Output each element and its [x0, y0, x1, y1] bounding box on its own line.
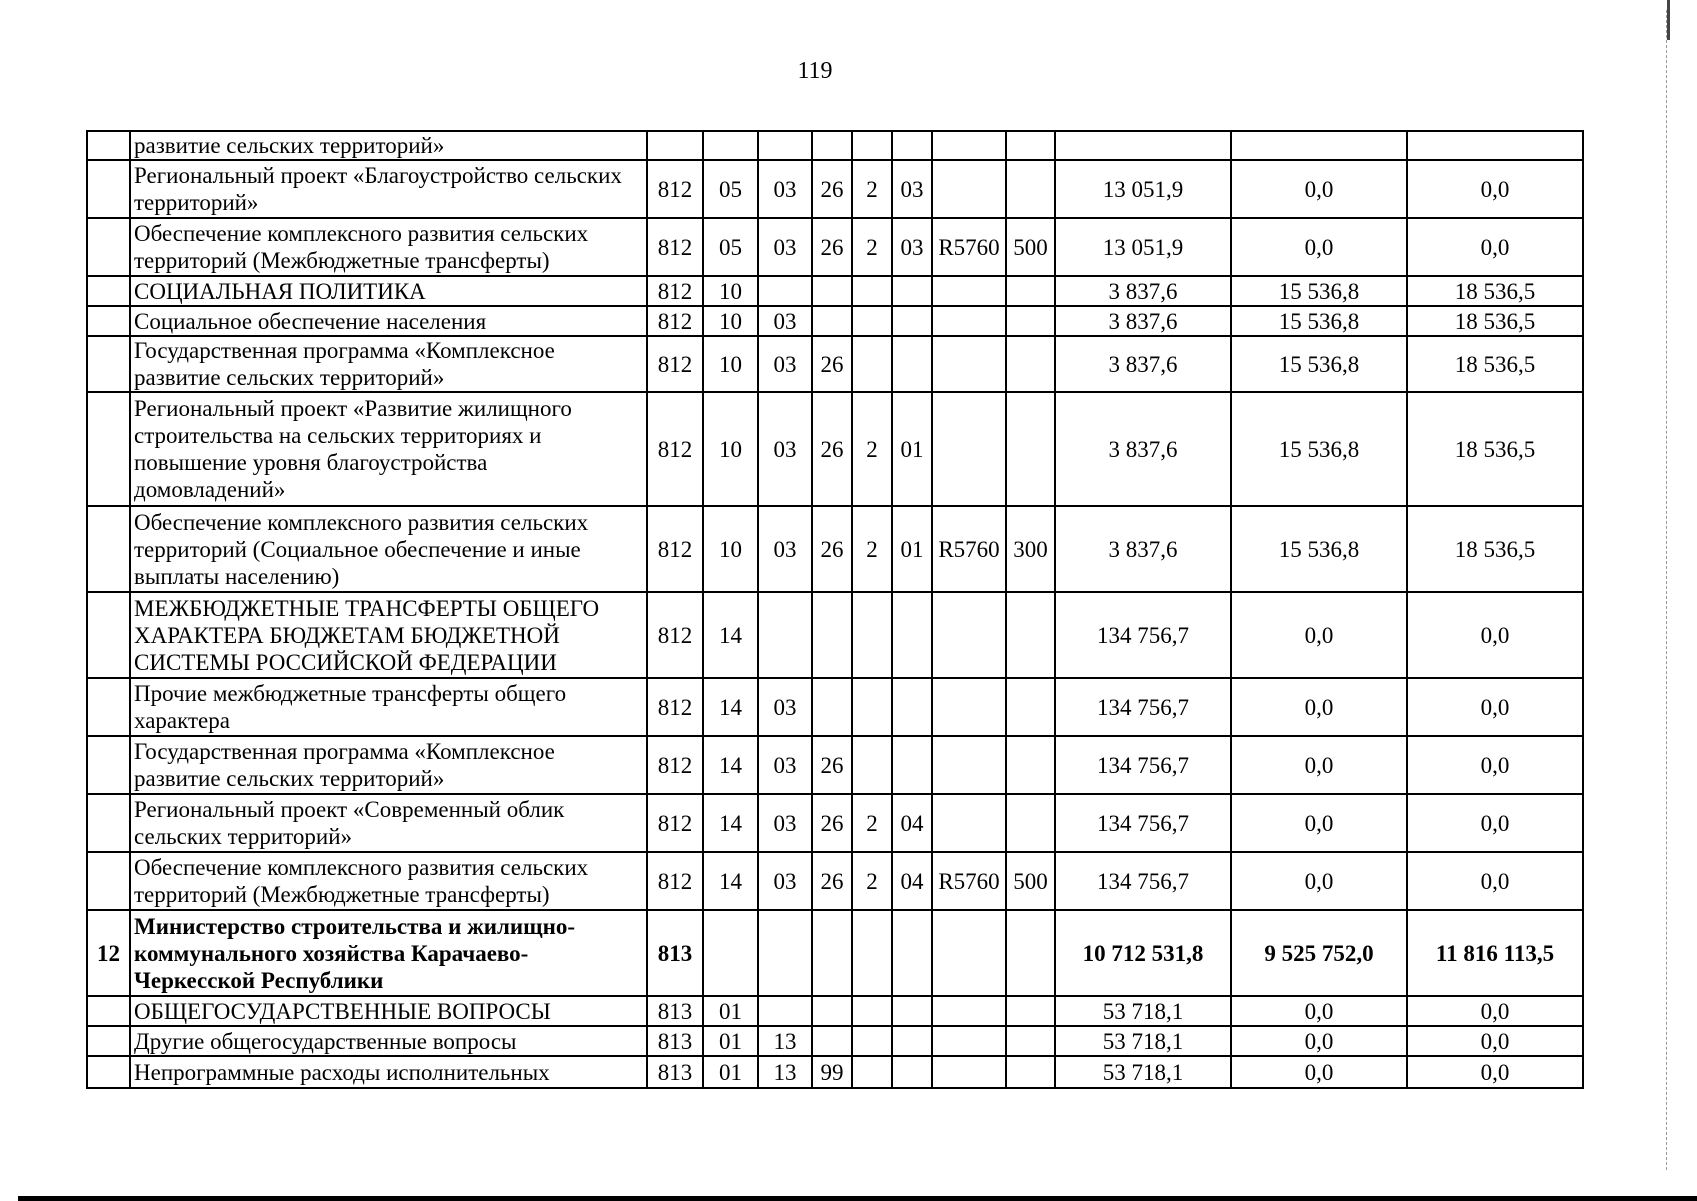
amount-year3-cell: 0,0 — [1407, 1056, 1583, 1088]
table-row — [87, 1056, 1583, 1088]
program-code-cell: 99 — [812, 1056, 852, 1088]
project-code-cell — [892, 336, 932, 392]
amount-year1-cell: 53 718,1 — [1055, 1026, 1231, 1056]
item-name-cell: Непрограммные расходы исполнительных — [130, 1056, 647, 1088]
target-item-code-cell — [932, 306, 1006, 336]
subsection-code-cell: 03 — [758, 392, 812, 506]
subprogram-code-cell: 2 — [852, 392, 892, 506]
expense-type-code-cell: 500 — [1006, 218, 1055, 276]
project-code-cell — [892, 678, 932, 736]
item-name-cell: ОБЩЕГОСУДАРСТВЕННЫЕ ВОПРОСЫ — [130, 996, 647, 1026]
project-code-cell: 03 — [892, 218, 932, 276]
amount-year2-cell: 0,0 — [1231, 678, 1407, 736]
project-code-cell — [892, 1026, 932, 1056]
subsection-code-cell: 03 — [758, 794, 812, 852]
expense-type-code-cell — [1006, 794, 1055, 852]
subsection-code-cell: 13 — [758, 1026, 812, 1056]
ministry-code-cell: 812 — [647, 276, 703, 306]
row-number-cell — [87, 218, 130, 276]
table-row — [87, 910, 1583, 996]
edge-scan-line — [1666, 10, 1668, 1170]
target-item-code-cell — [932, 736, 1006, 794]
item-name-cell: Региональный проект «Развитие жилищного строительства на сельских территориях и повышение уровня благоустройства домовладений» — [130, 392, 647, 506]
section-code-cell: 14 — [703, 736, 758, 794]
expense-type-code-cell — [1006, 678, 1055, 736]
item-name-cell: Министерство строительства и жилищно-коммунального хозяйства Карачаево-Черкесской Республики — [130, 910, 647, 996]
item-name-cell: Государственная программа «Комплексное развитие сельских территорий» — [130, 336, 647, 392]
amount-year2-cell: 15 536,8 — [1231, 506, 1407, 592]
amount-year1-cell: 134 756,7 — [1055, 852, 1231, 910]
section-code-cell: 01 — [703, 1056, 758, 1088]
table-row — [87, 276, 1583, 306]
target-item-code-cell — [932, 592, 1006, 678]
item-name-cell: Другие общегосударственные вопросы — [130, 1026, 647, 1056]
ministry-code-cell: 812 — [647, 678, 703, 736]
subprogram-code-cell: 2 — [852, 852, 892, 910]
expense-type-code-cell — [1006, 1026, 1055, 1056]
row-number-cell — [87, 794, 130, 852]
table-row — [87, 592, 1583, 678]
subprogram-code-cell — [852, 736, 892, 794]
program-code-cell: 26 — [812, 336, 852, 392]
target-item-code-cell — [932, 910, 1006, 996]
item-name-cell: развитие сельских территорий» — [130, 131, 647, 160]
subsection-code-cell: 03 — [758, 160, 812, 218]
target-item-code-cell — [932, 392, 1006, 506]
ministry-code-cell: 812 — [647, 392, 703, 506]
section-code-cell: 14 — [703, 794, 758, 852]
project-code-cell — [892, 276, 932, 306]
target-item-code-cell — [932, 794, 1006, 852]
target-item-code-cell — [932, 336, 1006, 392]
amount-year1-cell: 3 837,6 — [1055, 276, 1231, 306]
amount-year1-cell: 13 051,9 — [1055, 218, 1231, 276]
amount-year1-cell: 134 756,7 — [1055, 592, 1231, 678]
row-number-cell — [87, 678, 130, 736]
expense-type-code-cell — [1006, 306, 1055, 336]
section-code-cell: 14 — [703, 852, 758, 910]
target-item-code-cell — [932, 678, 1006, 736]
amount-year3-cell: 0,0 — [1407, 592, 1583, 678]
amount-year3-cell: 18 536,5 — [1407, 392, 1583, 506]
subsection-code-cell: 03 — [758, 736, 812, 794]
program-code-cell: 26 — [812, 852, 852, 910]
amount-year2-cell — [1231, 131, 1407, 160]
ministry-code-cell: 812 — [647, 794, 703, 852]
project-code-cell: 01 — [892, 506, 932, 592]
target-item-code-cell — [932, 131, 1006, 160]
subsection-code-cell: 03 — [758, 678, 812, 736]
amount-year2-cell: 0,0 — [1231, 736, 1407, 794]
program-code-cell: 26 — [812, 160, 852, 218]
subsection-code-cell — [758, 131, 812, 160]
subsection-code-cell: 03 — [758, 306, 812, 336]
amount-year2-cell: 0,0 — [1231, 218, 1407, 276]
project-code-cell: 01 — [892, 392, 932, 506]
project-code-cell: 03 — [892, 160, 932, 218]
subsection-code-cell: 13 — [758, 1056, 812, 1088]
project-code-cell: 04 — [892, 794, 932, 852]
ministry-code-cell: 812 — [647, 852, 703, 910]
program-code-cell: 26 — [812, 392, 852, 506]
target-item-code-cell: R5760 — [932, 852, 1006, 910]
target-item-code-cell — [932, 276, 1006, 306]
program-code-cell — [812, 996, 852, 1026]
item-name-cell: Прочие межбюджетные трансферты общего характера — [130, 678, 647, 736]
amount-year1-cell: 53 718,1 — [1055, 996, 1231, 1026]
table-row — [87, 392, 1583, 506]
amount-year1-cell: 3 837,6 — [1055, 306, 1231, 336]
page-number: 119 — [797, 58, 833, 84]
row-number-cell — [87, 1026, 130, 1056]
amount-year2-cell: 15 536,8 — [1231, 392, 1407, 506]
project-code-cell — [892, 996, 932, 1026]
amount-year3-cell — [1407, 131, 1583, 160]
amount-year3-cell: 18 536,5 — [1407, 276, 1583, 306]
row-number-cell — [87, 852, 130, 910]
table-row — [87, 1026, 1583, 1056]
ministry-code-cell: 812 — [647, 218, 703, 276]
table-row — [87, 218, 1583, 276]
subprogram-code-cell — [852, 678, 892, 736]
expense-type-code-cell — [1006, 592, 1055, 678]
program-code-cell: 26 — [812, 506, 852, 592]
row-number-cell — [87, 996, 130, 1026]
subprogram-code-cell — [852, 1056, 892, 1088]
section-code-cell: 10 — [703, 506, 758, 592]
expense-type-code-cell — [1006, 336, 1055, 392]
row-number-cell — [87, 736, 130, 794]
table-row — [87, 306, 1583, 336]
row-number-cell — [87, 131, 130, 160]
ministry-code-cell: 813 — [647, 910, 703, 996]
target-item-code-cell — [932, 160, 1006, 218]
amount-year2-cell: 15 536,8 — [1231, 306, 1407, 336]
expense-type-code-cell: 500 — [1006, 852, 1055, 910]
expense-type-code-cell — [1006, 1056, 1055, 1088]
subprogram-code-cell — [852, 336, 892, 392]
expense-type-code-cell — [1006, 131, 1055, 160]
amount-year2-cell: 0,0 — [1231, 794, 1407, 852]
amount-year1-cell: 13 051,9 — [1055, 160, 1231, 218]
expense-type-code-cell — [1006, 160, 1055, 218]
amount-year2-cell: 0,0 — [1231, 1056, 1407, 1088]
program-code-cell — [812, 306, 852, 336]
table-row — [87, 794, 1583, 852]
section-code-cell: 10 — [703, 276, 758, 306]
amount-year3-cell: 0,0 — [1407, 160, 1583, 218]
subprogram-code-cell — [852, 276, 892, 306]
amount-year1-cell: 10 712 531,8 — [1055, 910, 1231, 996]
amount-year3-cell: 0,0 — [1407, 218, 1583, 276]
section-code-cell: 10 — [703, 306, 758, 336]
row-number-cell — [87, 392, 130, 506]
amount-year2-cell: 0,0 — [1231, 160, 1407, 218]
subprogram-code-cell — [852, 306, 892, 336]
amount-year1-cell: 3 837,6 — [1055, 392, 1231, 506]
ministry-code-cell: 812 — [647, 506, 703, 592]
subprogram-code-cell — [852, 592, 892, 678]
amount-year3-cell: 0,0 — [1407, 794, 1583, 852]
amount-year3-cell: 11 816 113,5 — [1407, 910, 1583, 996]
amount-year3-cell: 0,0 — [1407, 678, 1583, 736]
item-name-cell: Обеспечение комплексного развития сельских территорий (Межбюджетные трансферты) — [130, 218, 647, 276]
section-code-cell: 14 — [703, 592, 758, 678]
amount-year1-cell: 3 837,6 — [1055, 506, 1231, 592]
subprogram-code-cell — [852, 1026, 892, 1056]
item-name-cell: МЕЖБЮДЖЕТНЫЕ ТРАНСФЕРТЫ ОБЩЕГО ХАРАКТЕРА БЮДЖЕТАМ БЮДЖЕТНОЙ СИСТЕМЫ РОССИЙСКОЙ ФЕДЕРАЦИИ — [130, 592, 647, 678]
table-row — [87, 678, 1583, 736]
ministry-code-cell: 812 — [647, 592, 703, 678]
amount-year1-cell: 134 756,7 — [1055, 736, 1231, 794]
section-code-cell: 01 — [703, 1026, 758, 1056]
target-item-code-cell: R5760 — [932, 506, 1006, 592]
expense-type-code-cell — [1006, 276, 1055, 306]
section-code-cell — [703, 910, 758, 996]
amount-year2-cell: 0,0 — [1231, 996, 1407, 1026]
section-code-cell: 01 — [703, 996, 758, 1026]
expense-type-code-cell: 300 — [1006, 506, 1055, 592]
target-item-code-cell: R5760 — [932, 218, 1006, 276]
item-name-cell: Обеспечение комплексного развития сельских территорий (Межбюджетные трансферты) — [130, 852, 647, 910]
project-code-cell — [892, 592, 932, 678]
ministry-code-cell: 813 — [647, 1056, 703, 1088]
section-code-cell: 14 — [703, 678, 758, 736]
target-item-code-cell — [932, 996, 1006, 1026]
ministry-code-cell: 812 — [647, 306, 703, 336]
amount-year3-cell: 0,0 — [1407, 852, 1583, 910]
program-code-cell: 26 — [812, 794, 852, 852]
project-code-cell — [892, 1056, 932, 1088]
ministry-code-cell — [647, 131, 703, 160]
subsection-code-cell: 03 — [758, 218, 812, 276]
row-number-cell — [87, 336, 130, 392]
subprogram-code-cell: 2 — [852, 506, 892, 592]
table-row — [87, 852, 1583, 910]
program-code-cell — [812, 592, 852, 678]
section-code-cell: 05 — [703, 160, 758, 218]
amount-year3-cell: 18 536,5 — [1407, 306, 1583, 336]
budget-table-body — [87, 131, 1583, 1088]
amount-year1-cell — [1055, 131, 1231, 160]
program-code-cell — [812, 678, 852, 736]
subprogram-code-cell — [852, 996, 892, 1026]
section-code-cell — [703, 131, 758, 160]
amount-year2-cell: 0,0 — [1231, 592, 1407, 678]
amount-year3-cell: 18 536,5 — [1407, 336, 1583, 392]
section-code-cell: 05 — [703, 218, 758, 276]
row-number-cell: 12 — [87, 910, 130, 996]
subsection-code-cell — [758, 996, 812, 1026]
section-code-cell: 10 — [703, 336, 758, 392]
amount-year1-cell: 53 718,1 — [1055, 1056, 1231, 1088]
amount-year2-cell: 15 536,8 — [1231, 276, 1407, 306]
amount-year3-cell: 18 536,5 — [1407, 506, 1583, 592]
ministry-code-cell: 813 — [647, 996, 703, 1026]
table-row — [87, 160, 1583, 218]
item-name-cell: Социальное обеспечение населения — [130, 306, 647, 336]
table-row — [87, 336, 1583, 392]
table-row — [87, 996, 1583, 1026]
row-number-cell — [87, 1056, 130, 1088]
program-code-cell — [812, 131, 852, 160]
row-number-cell — [87, 276, 130, 306]
project-code-cell — [892, 910, 932, 996]
table-row — [87, 131, 1583, 160]
ministry-code-cell: 812 — [647, 736, 703, 794]
project-code-cell — [892, 306, 932, 336]
amount-year1-cell: 134 756,7 — [1055, 678, 1231, 736]
amount-year1-cell: 3 837,6 — [1055, 336, 1231, 392]
subprogram-code-cell: 2 — [852, 218, 892, 276]
subsection-code-cell: 03 — [758, 336, 812, 392]
item-name-cell: Региональный проект «Благоустройство сельских территорий» — [130, 160, 647, 218]
amount-year3-cell: 0,0 — [1407, 996, 1583, 1026]
project-code-cell: 04 — [892, 852, 932, 910]
amount-year3-cell: 0,0 — [1407, 736, 1583, 794]
table-row — [87, 736, 1583, 794]
program-code-cell — [812, 1026, 852, 1056]
program-code-cell: 26 — [812, 736, 852, 794]
subsection-code-cell: 03 — [758, 852, 812, 910]
amount-year2-cell: 0,0 — [1231, 1026, 1407, 1056]
subprogram-code-cell — [852, 131, 892, 160]
row-number-cell — [87, 506, 130, 592]
budget-table — [86, 130, 1584, 1089]
item-name-cell: СОЦИАЛЬНАЯ ПОЛИТИКА — [130, 276, 647, 306]
table-row — [87, 506, 1583, 592]
ministry-code-cell: 812 — [647, 336, 703, 392]
amount-year1-cell: 134 756,7 — [1055, 794, 1231, 852]
row-number-cell — [87, 160, 130, 218]
item-name-cell: Государственная программа «Комплексное развитие сельских территорий» — [130, 736, 647, 794]
program-code-cell — [812, 910, 852, 996]
amount-year3-cell: 0,0 — [1407, 1026, 1583, 1056]
subsection-code-cell — [758, 592, 812, 678]
amount-year2-cell: 0,0 — [1231, 852, 1407, 910]
bottom-border — [18, 1196, 1697, 1201]
expense-type-code-cell — [1006, 392, 1055, 506]
ministry-code-cell: 812 — [647, 160, 703, 218]
expense-type-code-cell — [1006, 996, 1055, 1026]
subprogram-code-cell — [852, 910, 892, 996]
project-code-cell — [892, 131, 932, 160]
section-code-cell: 10 — [703, 392, 758, 506]
subsection-code-cell: 03 — [758, 506, 812, 592]
item-name-cell: Обеспечение комплексного развития сельских территорий (Социальное обеспечение и иные выплаты населению) — [130, 506, 647, 592]
amount-year2-cell: 15 536,8 — [1231, 336, 1407, 392]
program-code-cell — [812, 276, 852, 306]
program-code-cell: 26 — [812, 218, 852, 276]
row-number-cell — [87, 592, 130, 678]
target-item-code-cell — [932, 1056, 1006, 1088]
subsection-code-cell — [758, 276, 812, 306]
item-name-cell: Региональный проект «Современный облик сельских территорий» — [130, 794, 647, 852]
subprogram-code-cell: 2 — [852, 160, 892, 218]
expense-type-code-cell — [1006, 910, 1055, 996]
subprogram-code-cell: 2 — [852, 794, 892, 852]
target-item-code-cell — [932, 1026, 1006, 1056]
amount-year2-cell: 9 525 752,0 — [1231, 910, 1407, 996]
ministry-code-cell: 813 — [647, 1026, 703, 1056]
project-code-cell — [892, 736, 932, 794]
subsection-code-cell — [758, 910, 812, 996]
row-number-cell — [87, 306, 130, 336]
expense-type-code-cell — [1006, 736, 1055, 794]
